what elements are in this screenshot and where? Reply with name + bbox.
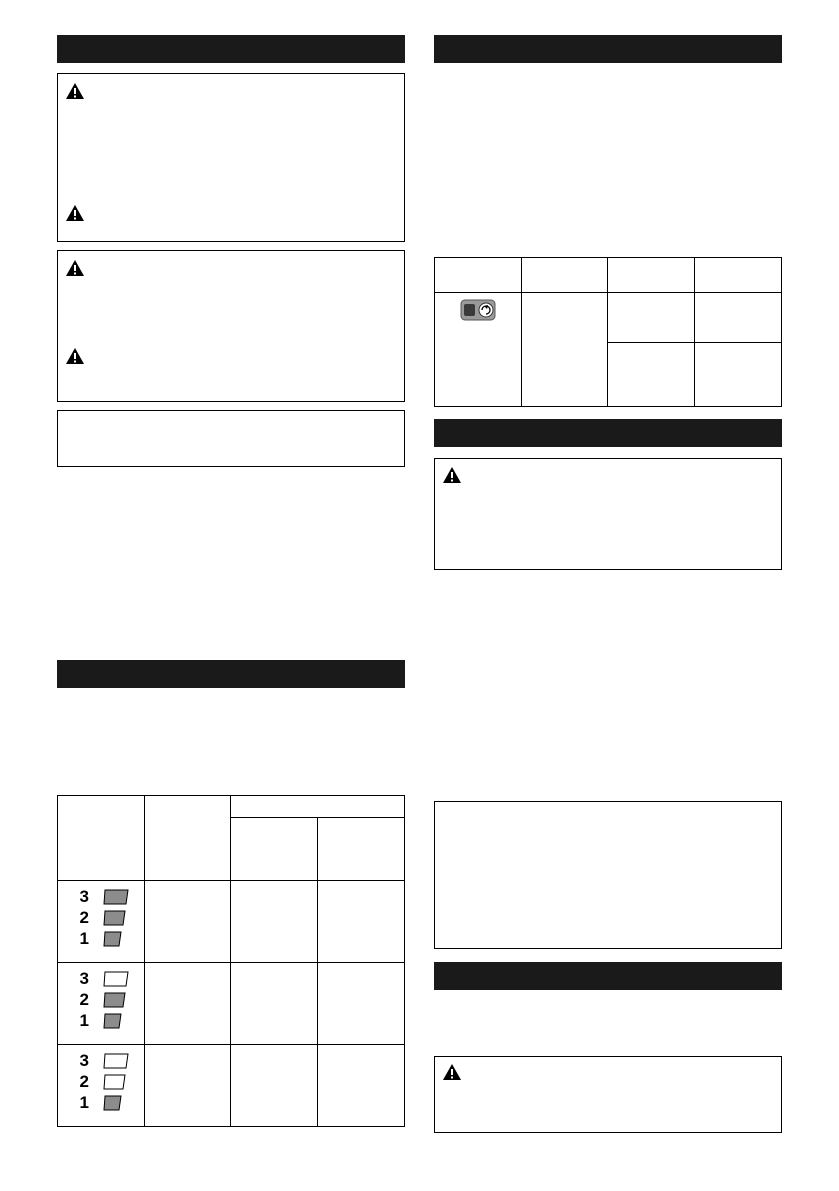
indicator-lit-segment [103,1013,129,1029]
mode-table [434,257,782,407]
level-number: 1 [79,929,89,948]
table-cell [607,343,694,407]
indicator-lit-segment [103,931,129,947]
indicator-level-row [58,990,148,1010]
battery-indicator-table [57,795,405,1127]
notice-box-2 [434,801,782,949]
level-number: 2 [79,990,89,1009]
level-number: 2 [79,908,89,927]
indicator-cell [58,963,145,1045]
warning-triangle-icon [65,259,85,277]
table-header-cell [521,258,607,293]
warning-triangle-icon [65,204,85,222]
mode-indicator-icon [460,299,496,321]
table-header-cell [230,818,317,881]
table-cell [694,343,781,407]
table-cell [694,293,781,343]
table-header-cell [58,796,145,881]
notice-box-1 [57,410,405,467]
table-header-cell [230,796,404,818]
section-header-bar-3 [434,35,782,63]
level-number: 3 [79,887,89,906]
indicator-lit-segment [103,910,129,926]
warning-box-2 [57,250,405,402]
level-number: 1 [79,1011,89,1030]
table-cell [230,881,317,963]
indicator-cell [58,1045,145,1127]
table-row [58,1045,405,1127]
warning-box-3 [434,458,782,570]
table-cell [521,293,607,407]
table-cell [230,963,317,1045]
table-cell [144,881,230,963]
table-cell [317,881,404,963]
table-cell [317,1045,404,1127]
indicator-off-segment [103,1053,129,1069]
table-header-cell [317,818,404,881]
indicator-level-row [58,1011,148,1031]
level-number: 2 [79,1072,89,1091]
level-number: 3 [79,1051,89,1070]
section-header-bar-4 [434,419,782,447]
level-number: 3 [79,969,89,988]
table-header-cell [435,258,522,293]
table-cell [230,1045,317,1127]
table-row [435,293,782,343]
indicator-off-segment [103,1074,129,1090]
indicator-level-row [58,929,148,949]
indicator-off-segment [103,971,129,987]
table-cell [144,1045,230,1127]
mode-icon-cell [435,293,522,407]
warning-triangle-icon [65,347,85,365]
table-header-cell [607,258,694,293]
warning-triangle-icon [442,1063,462,1081]
indicator-level-row [58,908,148,928]
table-row [58,963,405,1045]
warning-triangle-icon [442,466,462,484]
table-cell [317,963,404,1045]
indicator-lit-segment [103,1095,129,1111]
indicator-level-row [58,1093,148,1113]
table-cell [144,963,230,1045]
warning-box-4 [434,1056,782,1133]
indicator-lit-segment [103,992,129,1008]
indicator-level-row [58,1051,148,1071]
indicator-level-row [58,1072,148,1092]
warning-box-1 [57,73,405,242]
indicator-level-row [58,969,148,989]
table-header-cell [694,258,781,293]
section-header-bar-1 [57,35,405,63]
warning-triangle-icon [65,82,85,100]
section-header-bar-2 [57,660,405,688]
table-row [58,881,405,963]
section-header-bar-5 [434,962,782,990]
indicator-level-row [58,887,148,907]
table-cell [607,293,694,343]
level-number: 1 [79,1093,89,1112]
indicator-cell [58,881,145,963]
indicator-lit-segment [103,889,129,905]
table-header-cell [144,796,230,881]
